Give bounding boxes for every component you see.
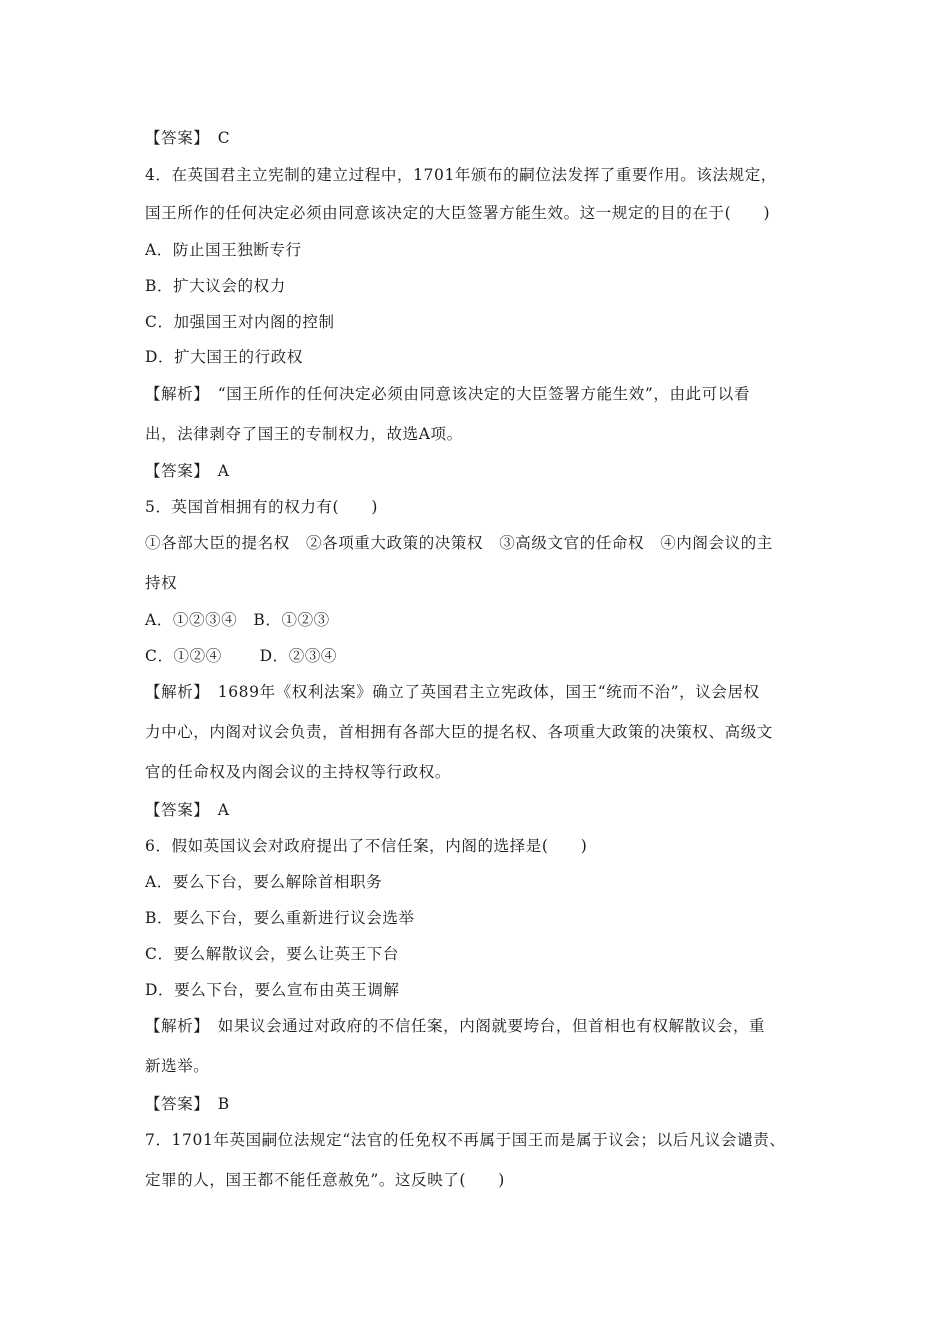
- question-6: 6．假如英国议会对政府提出了不信任案，内阁的选择是( ): [145, 837, 588, 855]
- question-4-line-1: 4．在英国君主立宪制的建立过程中，1701年颁布的嗣位法发挥了重要作用。该法规定，: [145, 166, 777, 184]
- analysis-q5-line-1: 【解析】 1689年《权利法案》确立了英国君主立宪政体，国王“统而不治”，议会居权: [145, 683, 760, 701]
- question-5: 5．英国首相拥有的权力有( ): [145, 498, 379, 516]
- question-5-items-line-2: 持权: [145, 574, 178, 592]
- question-6-option-a: A．要么下台，要么解除首相职务: [145, 873, 383, 891]
- question-5-options-cd: C．①②④ D．②③④: [145, 647, 338, 665]
- answer-line-q4: 【答案】 A: [145, 462, 230, 480]
- question-4-option-a: A．防止国王独断专行: [145, 241, 302, 259]
- analysis-q4-line-1: 【解析】 “国王所作的任何决定必须由同意该决定的大臣签署方能生效”，由此可以看: [145, 385, 751, 403]
- question-4-option-d: D．扩大国王的行政权: [145, 348, 303, 366]
- question-4-option-c: C．加强国王对内阁的控制: [145, 313, 335, 331]
- answer-line-q3: 【答案】 C: [145, 129, 231, 147]
- question-6-option-c: C．要么解散议会，要么让英王下台: [145, 945, 399, 963]
- analysis-q6-line-2: 新选举。: [145, 1057, 210, 1075]
- question-7-line-2: 定罪的人，国王都不能任意赦免”。这反映了( ): [145, 1171, 505, 1189]
- analysis-q6-line-1: 【解析】 如果议会通过对政府的不信任案，内阁就要垮台，但首相也有权解散议会，重: [145, 1017, 766, 1035]
- answer-line-q6: 【答案】 B: [145, 1095, 230, 1113]
- analysis-q4-line-2: 出，法律剥夺了国王的专制权力，故选A项。: [145, 425, 463, 443]
- question-4-line-2: 国王所作的任何决定必须由同意该决定的大臣签署方能生效。这一规定的目的在于( ): [145, 204, 771, 222]
- analysis-q5-line-2: 力中心，内阁对议会负责，首相拥有各部大臣的提名权、各项重大政策的决策权、高级文: [145, 723, 773, 741]
- question-4-option-b: B．扩大议会的权力: [145, 277, 286, 295]
- question-6-option-b: B．要么下台，要么重新进行议会选举: [145, 909, 415, 927]
- question-6-option-d: D．要么下台，要么宣布由英王调解: [145, 981, 400, 999]
- analysis-q5-line-3: 官的任命权及内阁会议的主持权等行政权。: [145, 763, 451, 781]
- answer-line-q5: 【答案】 A: [145, 801, 230, 819]
- question-5-items-line-1: ①各部大臣的提名权 ②各项重大政策的决策权 ③高级文官的任命权 ④内阁会议的主: [145, 534, 773, 552]
- question-5-options-ab: A．①②③④ B．①②③: [145, 611, 330, 629]
- question-7-line-1: 7．1701年英国嗣位法规定“法官的任免权不再属于国王而是属于议会；以后凡议会谴责、: [145, 1131, 786, 1149]
